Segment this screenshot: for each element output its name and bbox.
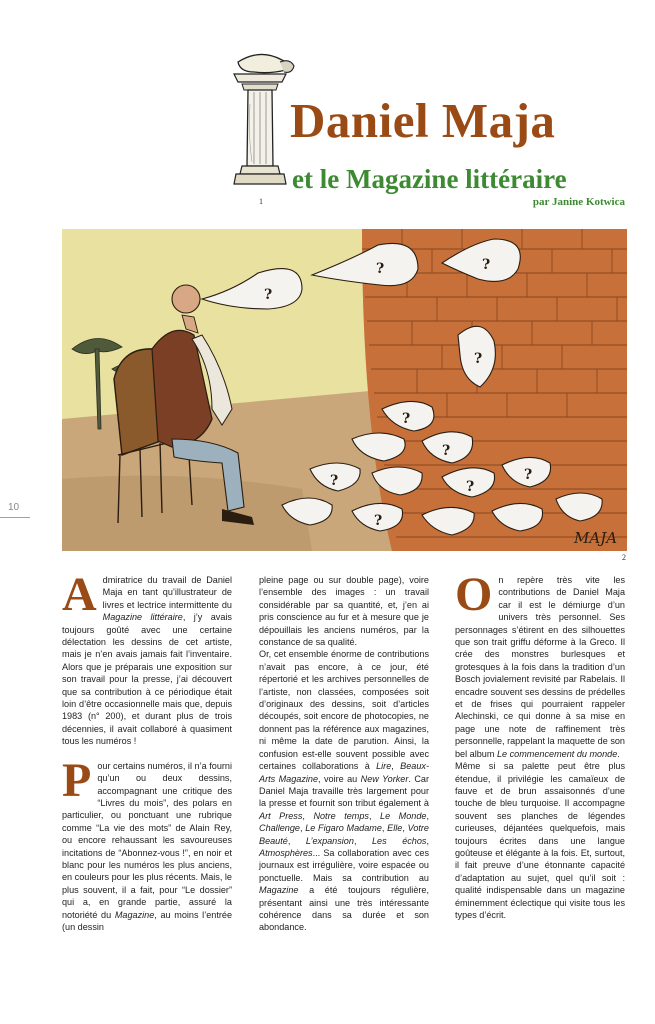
bubble-question: ? <box>330 473 339 489</box>
bubble-question: ? <box>402 411 411 427</box>
page-number: 10 <box>8 502 20 513</box>
article-subtitle: et le Magazine littéraire <box>292 164 567 194</box>
figure-1-number: 1 <box>259 197 263 206</box>
paragraph: On repère très vite les contributions de Daniel Maja car il est le démiurge d’un univers très personnel. Ses personnages s’étirent en des silhouettes que son trait griffu déforme à la Greco. Il crée des monstres burlesques et grotesques à la fois dans la tradition d’un Bosch jovialement revisité par Rabelais. Il encadre souvent ses dessins de prédelles et de frises qui pourraient rappeler Alechinski, ce qui donne à sa mise en page une note de raffinement très personnelle, rappelant la maquette de son bel album Le commencement du monde. <box>455 568 625 759</box>
text-column-2 <box>259 574 429 934</box>
paragraph: pleine page ou sur double page), voire l’ensemble des images : un travail considérable par sa quantité, et, j’en ai pris conscience au fur et à mesure que je dépouillais les anciens numéros, par la constance de sa qualité. <box>259 575 429 648</box>
bubble-question: ? <box>264 287 273 303</box>
column-illustration <box>220 44 300 194</box>
article-byline: par Janine Kotwica <box>532 196 625 208</box>
article-title: Daniel Maja <box>290 93 556 148</box>
bubble-question: ? <box>466 479 475 495</box>
paragraph: Or, cet ensemble énorme de contributions n’avait pas encore, à ce jour, été répertorié et les archives personnelles de l’artiste, non classées, composées soit d’originaux des dessins, soit d’articles découpés, soit encore de photocopies, ne donnent pas la référence aux magazines, ni même la date de parution. Ainsi, la confusion est-elle souvent possible avec certaines collaborations à Lire, Beaux-Arts Magazine, voire au New Yorker. Car Daniel Maja travaille très largement pour la presse et fournit son tribut également à Art Press, Notre temps, Le Monde, Challenge, Le Figaro Madame, Elle, Votre Beauté, L’expansion, Les échos, Atmosphères... Sa collaboration avec ces journaux est irrégulière, voire espacée ou ponctuelle. Mais sa contribution au Magazine a été toujours régulière, présentant ainsi une très intéressante cohérence dans sa durée et son abondance. <box>259 649 429 933</box>
drop-cap: O <box>455 568 493 621</box>
bubble-question: ? <box>376 261 385 277</box>
paragraph: Admiratrice du travail de Daniel Maja en tant qu’illustrateur de livres et lectrice intermittente du Magazine littéraire, j’y avais toujours goûté avec une certaine délectation les dessins de cet artiste, mais je n’en avais jamais fait l’inventaire. Alors que je préparais une exposition sur son travail pour la presse, j’ai découvert que sa contribution à ce périodique était loin d’être occasionnelle mais que, depuis 1983 (n° 200), et durant plus de trois décennies, il avait collaboré à quasiment tous les numéros ! <box>62 568 232 747</box>
paragraph: Pour certains numéros, il n’a fourni qu’un ou deux dessins, accompagnant une critique des “Livres du mois”, des polars en particulier, ou ponctuant une rubrique comme “La vie des mots” de Alain Rey, ou encore rehaussant les savoureuses incitations de “Abonnez-vous !”, en noir et blanc pour les numéros les plus anciens, en couleurs pour les plus récents. Mais, le plus souvent, il a fait, pour “Le dossier” qui a, en grande partie, assuré la notoriété du Magazine, au moins l’entrée (un dessin <box>62 753 232 932</box>
drop-cap: A <box>62 568 97 621</box>
bubble-question: ? <box>524 467 533 483</box>
text-column-3 <box>455 568 625 921</box>
figure-2-number: 2 <box>622 553 626 562</box>
drop-cap: P <box>62 753 92 807</box>
paragraph: Même si sa palette peut être plus étendue, il privilégie les camaïeux de fauve et de brun assaisonnés d’une touche de bleu turquoise. Il accompagne souvent ses planches de légendes curieuses, déjantées quelquefois, mais toujours écrites dans une langue goûteuse et élégante à la fois. Et, surtout, il fait preuve d’une étonnante capacité d’adaptation au sujet, quel qu’il soit : qualité indispensable dans un magazine éminemment éclectique qui visite tous les types d’écrit. <box>455 761 625 920</box>
bubble-question: ? <box>482 257 491 273</box>
bubble-question: ? <box>442 443 451 459</box>
bubble-question: ? <box>374 513 383 529</box>
illustration-signature: MAJA <box>574 529 618 547</box>
text-column-1 <box>62 568 232 933</box>
main-illustration <box>62 229 627 551</box>
page-number-rule <box>0 517 30 518</box>
bubble-question: ? <box>474 351 483 367</box>
